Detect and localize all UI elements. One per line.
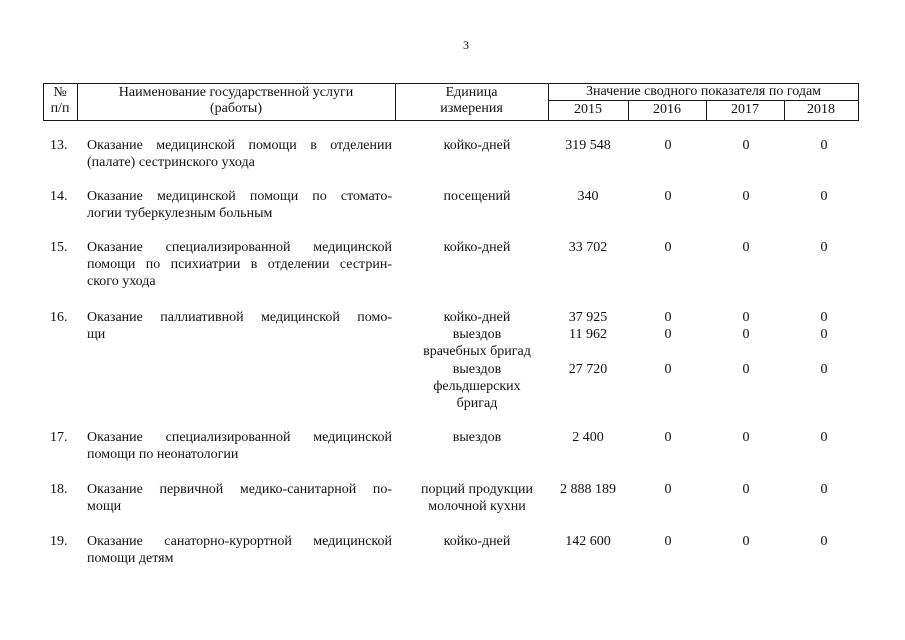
service-name-line: ского ухода [87,274,156,289]
unit-line: койко-дней [443,534,511,549]
value-2018: 0 [820,310,828,325]
unit-line: молочной кухни [428,499,526,514]
value-2015: 319 548 [565,138,611,153]
unit-line: порций продукции [421,482,533,497]
service-name-line: помощи детям [87,551,174,566]
service-name-line: помощи по психиатрии в отделении сестрин- [87,257,392,272]
service-name-line: Оказание паллиативной медицинской помо- [87,310,392,325]
unit-of-measure [408,137,546,154]
service-name [87,239,392,290]
unit-of-measure [408,326,546,360]
unit-line: посещений [443,189,511,204]
header-year: 2017 [731,102,759,117]
unit-line: койко-дней [443,138,511,153]
service-name-line: (палате) сестринского ухода [87,155,255,170]
unit-of-measure [408,361,546,412]
value-2015: 2 888 189 [560,482,616,497]
unit-line: койко-дней [443,310,511,325]
row-number: 18. [50,482,68,497]
header-bottom-border [43,120,859,121]
value-2016: 0 [664,310,672,325]
service-name-line: Оказание специализированной медицинской [87,240,392,255]
service-name-line: щи [87,327,106,342]
value-2016: 0 [664,362,672,377]
value-2015: 37 925 [568,310,608,325]
unit-of-measure [408,481,546,515]
service-name-line: мощи [87,499,122,514]
row-number: 19. [50,534,68,549]
value-2017: 0 [742,138,750,153]
value-2015: 27 720 [568,362,608,377]
value-2015: 142 600 [565,534,611,549]
value-2016: 0 [664,534,672,549]
row-number: 13. [50,138,68,153]
value-2017: 0 [742,327,750,342]
value-2018: 0 [820,138,828,153]
value-2017: 0 [742,534,750,549]
value-2018: 0 [820,240,828,255]
header-values-title: Значение сводного показателя по годам [585,84,822,99]
value-2017: 0 [742,430,750,445]
value-2016: 0 [664,430,672,445]
value-2017: 0 [742,310,750,325]
unit-of-measure [408,429,546,446]
header-unit: Единица измерения [440,85,503,116]
unit-line: выездов [452,327,502,342]
value-2016: 0 [664,189,672,204]
service-name-line: логии туберкулезным больным [87,206,273,221]
service-name [87,137,392,171]
value-2016: 0 [664,482,672,497]
unit-line: выездов [452,362,502,377]
value-2015: 11 962 [569,327,607,342]
row-number: 16. [50,310,68,325]
header-year: 2016 [653,102,681,117]
header-year: 2018 [807,102,835,117]
service-name-line: Оказание первичной медико-санитарной по- [87,482,392,497]
value-2016: 0 [664,138,672,153]
table-header [43,83,859,122]
unit-line: бригад [456,396,498,411]
value-2017: 0 [742,482,750,497]
header-year: 2015 [574,102,602,117]
value-2018: 0 [820,430,828,445]
service-name [87,533,392,567]
row-number: 17. [50,430,68,445]
value-2018: 0 [820,534,828,549]
service-name [87,429,392,463]
service-name-line: Оказание санаторно-курортной медицинской [87,534,392,549]
service-name-line: Оказание медицинской помощи по стомато- [87,189,392,204]
value-2017: 0 [742,240,750,255]
service-name [87,309,392,343]
value-2017: 0 [742,189,750,204]
value-2018: 0 [820,189,828,204]
years-divider [548,100,859,101]
value-2016: 0 [664,240,672,255]
service-name [87,481,392,515]
value-2018: 0 [820,482,828,497]
service-name-line: Оказание медицинской помощи в отделении [87,138,392,153]
unit-of-measure [408,188,546,205]
unit-of-measure [408,533,546,550]
value-2017: 0 [742,362,750,377]
header-name: Наименование государственной услуги (работы) [118,85,354,116]
unit-of-measure [408,239,546,256]
value-2018: 0 [820,327,828,342]
unit-line: врачебных бригад [423,344,531,359]
row-number: 14. [50,189,68,204]
value-2018: 0 [820,362,828,377]
unit-of-measure [408,309,546,326]
header-num: № п/п [50,85,70,116]
page-number: 3 [463,38,469,52]
value-2015: 2 400 [572,430,604,445]
value-2016: 0 [664,327,672,342]
service-name-line: Оказание специализированной медицинской [87,430,392,445]
value-2015: 340 [577,189,599,204]
value-2015: 33 702 [568,240,608,255]
unit-line: койко-дней [443,240,511,255]
service-name-line: помощи по неонатологии [87,447,239,462]
row-number: 15. [50,240,68,255]
unit-line: фельдшерских [433,379,521,394]
unit-line: выездов [452,430,502,445]
service-name [87,188,392,222]
